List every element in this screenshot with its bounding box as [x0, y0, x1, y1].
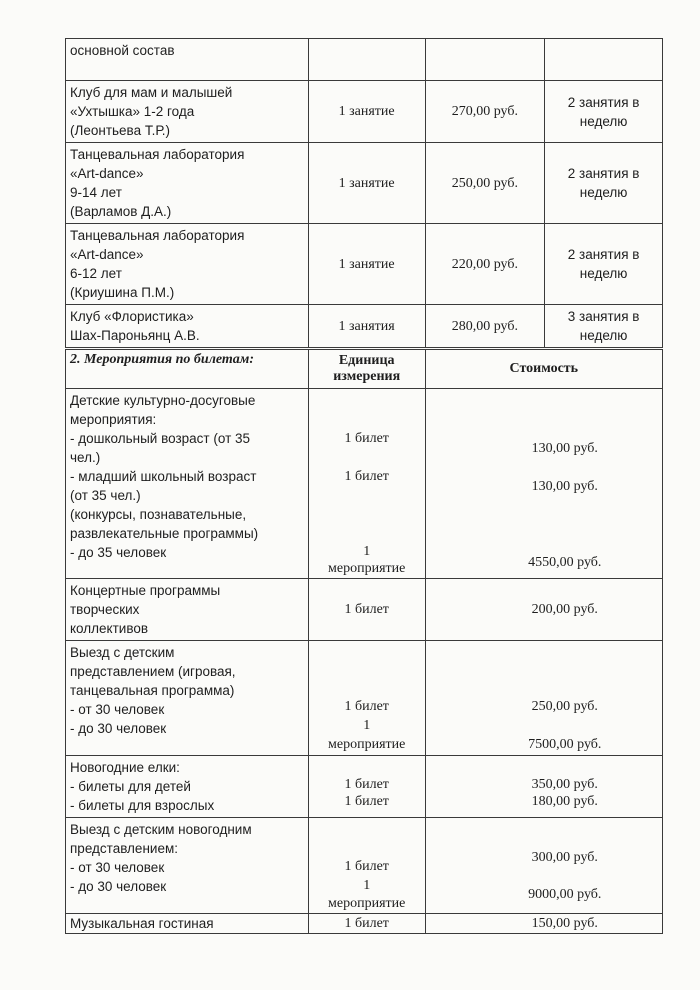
table-row	[66, 81, 663, 143]
table-row	[66, 143, 663, 224]
price-cell: 200,00 руб.	[425, 579, 662, 641]
price-cell: 250,00 руб.	[425, 143, 545, 224]
table-row	[66, 579, 663, 641]
clubs-price-table	[65, 38, 663, 348]
unit-column-header: Единица измерения	[308, 350, 425, 389]
activity-name-cell: Выезд с детским новогодним представлением: - от 30 человек - до 30 человек	[66, 818, 309, 914]
unit-cell	[308, 39, 425, 81]
frequency-cell: 2 занятия в неделю	[545, 81, 663, 143]
frequency-cell: 2 занятия в неделю	[545, 224, 663, 305]
price-cell	[425, 39, 545, 81]
activity-name-cell: основной состав	[66, 39, 309, 81]
price-cell: 270,00 руб.	[425, 81, 545, 143]
price-cell: 300,00 руб. 9000,00 руб.	[425, 818, 662, 914]
activity-name-cell: Новогодние елки: - билеты для детей - билеты для взрослых	[66, 756, 309, 818]
price-cell: 220,00 руб.	[425, 224, 545, 305]
table-row	[66, 914, 663, 934]
activity-name-cell: Танцевальная лаборатория «Art-dance» 9-14 лет (Варламов Д.А.)	[66, 143, 309, 224]
activity-name-cell: Танцевальная лаборатория «Art-dance» 6-12 лет (Криушина П.М.)	[66, 224, 309, 305]
activity-name-cell: Клуб для мам и малышей «Ухтышка» 1-2 года (Леонтьева Т.Р.)	[66, 81, 309, 143]
frequency-cell: 3 занятия в неделю	[545, 305, 663, 348]
frequency-cell: 2 занятия в неделю	[545, 143, 663, 224]
price-cell: 280,00 руб.	[425, 305, 545, 348]
unit-cell: 1 билет 1 билет 1 мероприятие	[308, 389, 425, 579]
unit-cell: 1 занятие	[308, 143, 425, 224]
table-header-row	[66, 350, 663, 389]
section-title: 2. Мероприятия по билетам:	[66, 350, 309, 389]
price-cell: 130,00 руб. 130,00 руб. 4550,00 руб.	[425, 389, 662, 579]
table-row	[66, 305, 663, 348]
unit-cell: 1 билет	[308, 914, 425, 934]
frequency-cell	[545, 39, 663, 81]
activity-name-cell: Выезд с детским представлением (игровая, танцевальная программа) - от 30 человек - до 30 человек	[66, 641, 309, 756]
unit-cell: 1 билет 1 билет	[308, 756, 425, 818]
activity-name-cell: Концертные программы творческих коллективов	[66, 579, 309, 641]
activity-name-cell: Клуб «Флористика» Шах-Пароньянц А.В.	[66, 305, 309, 348]
table-row	[66, 39, 663, 81]
activity-name-cell: Детские культурно-досуговые мероприятия: - дошкольный возраст (от 35 чел.) - младший школьный возраст (от 35 чел.) (конкурсы, познавательные, развлекательные программы) - до 35 человек	[66, 389, 309, 579]
price-cell: 350,00 руб. 180,00 руб.	[425, 756, 662, 818]
activity-name-cell: Музыкальная гостиная	[66, 914, 309, 934]
price-cell: 250,00 руб. 7500,00 руб.	[425, 641, 662, 756]
price-cell: 150,00 руб.	[425, 914, 662, 934]
cost-column-header: Стоимость	[425, 350, 662, 389]
table-row	[66, 818, 663, 914]
table-row	[66, 641, 663, 756]
unit-cell: 1 занятие	[308, 224, 425, 305]
table-row	[66, 224, 663, 305]
table-row	[66, 389, 663, 579]
unit-cell: 1 билет	[308, 579, 425, 641]
unit-cell: 1 занятие	[308, 81, 425, 143]
unit-cell: 1 занятия	[308, 305, 425, 348]
ticket-events-table	[65, 349, 663, 934]
unit-cell: 1 билет 1 мероприятие	[308, 818, 425, 914]
unit-cell: 1 билет 1 мероприятие	[308, 641, 425, 756]
table-row	[66, 756, 663, 818]
